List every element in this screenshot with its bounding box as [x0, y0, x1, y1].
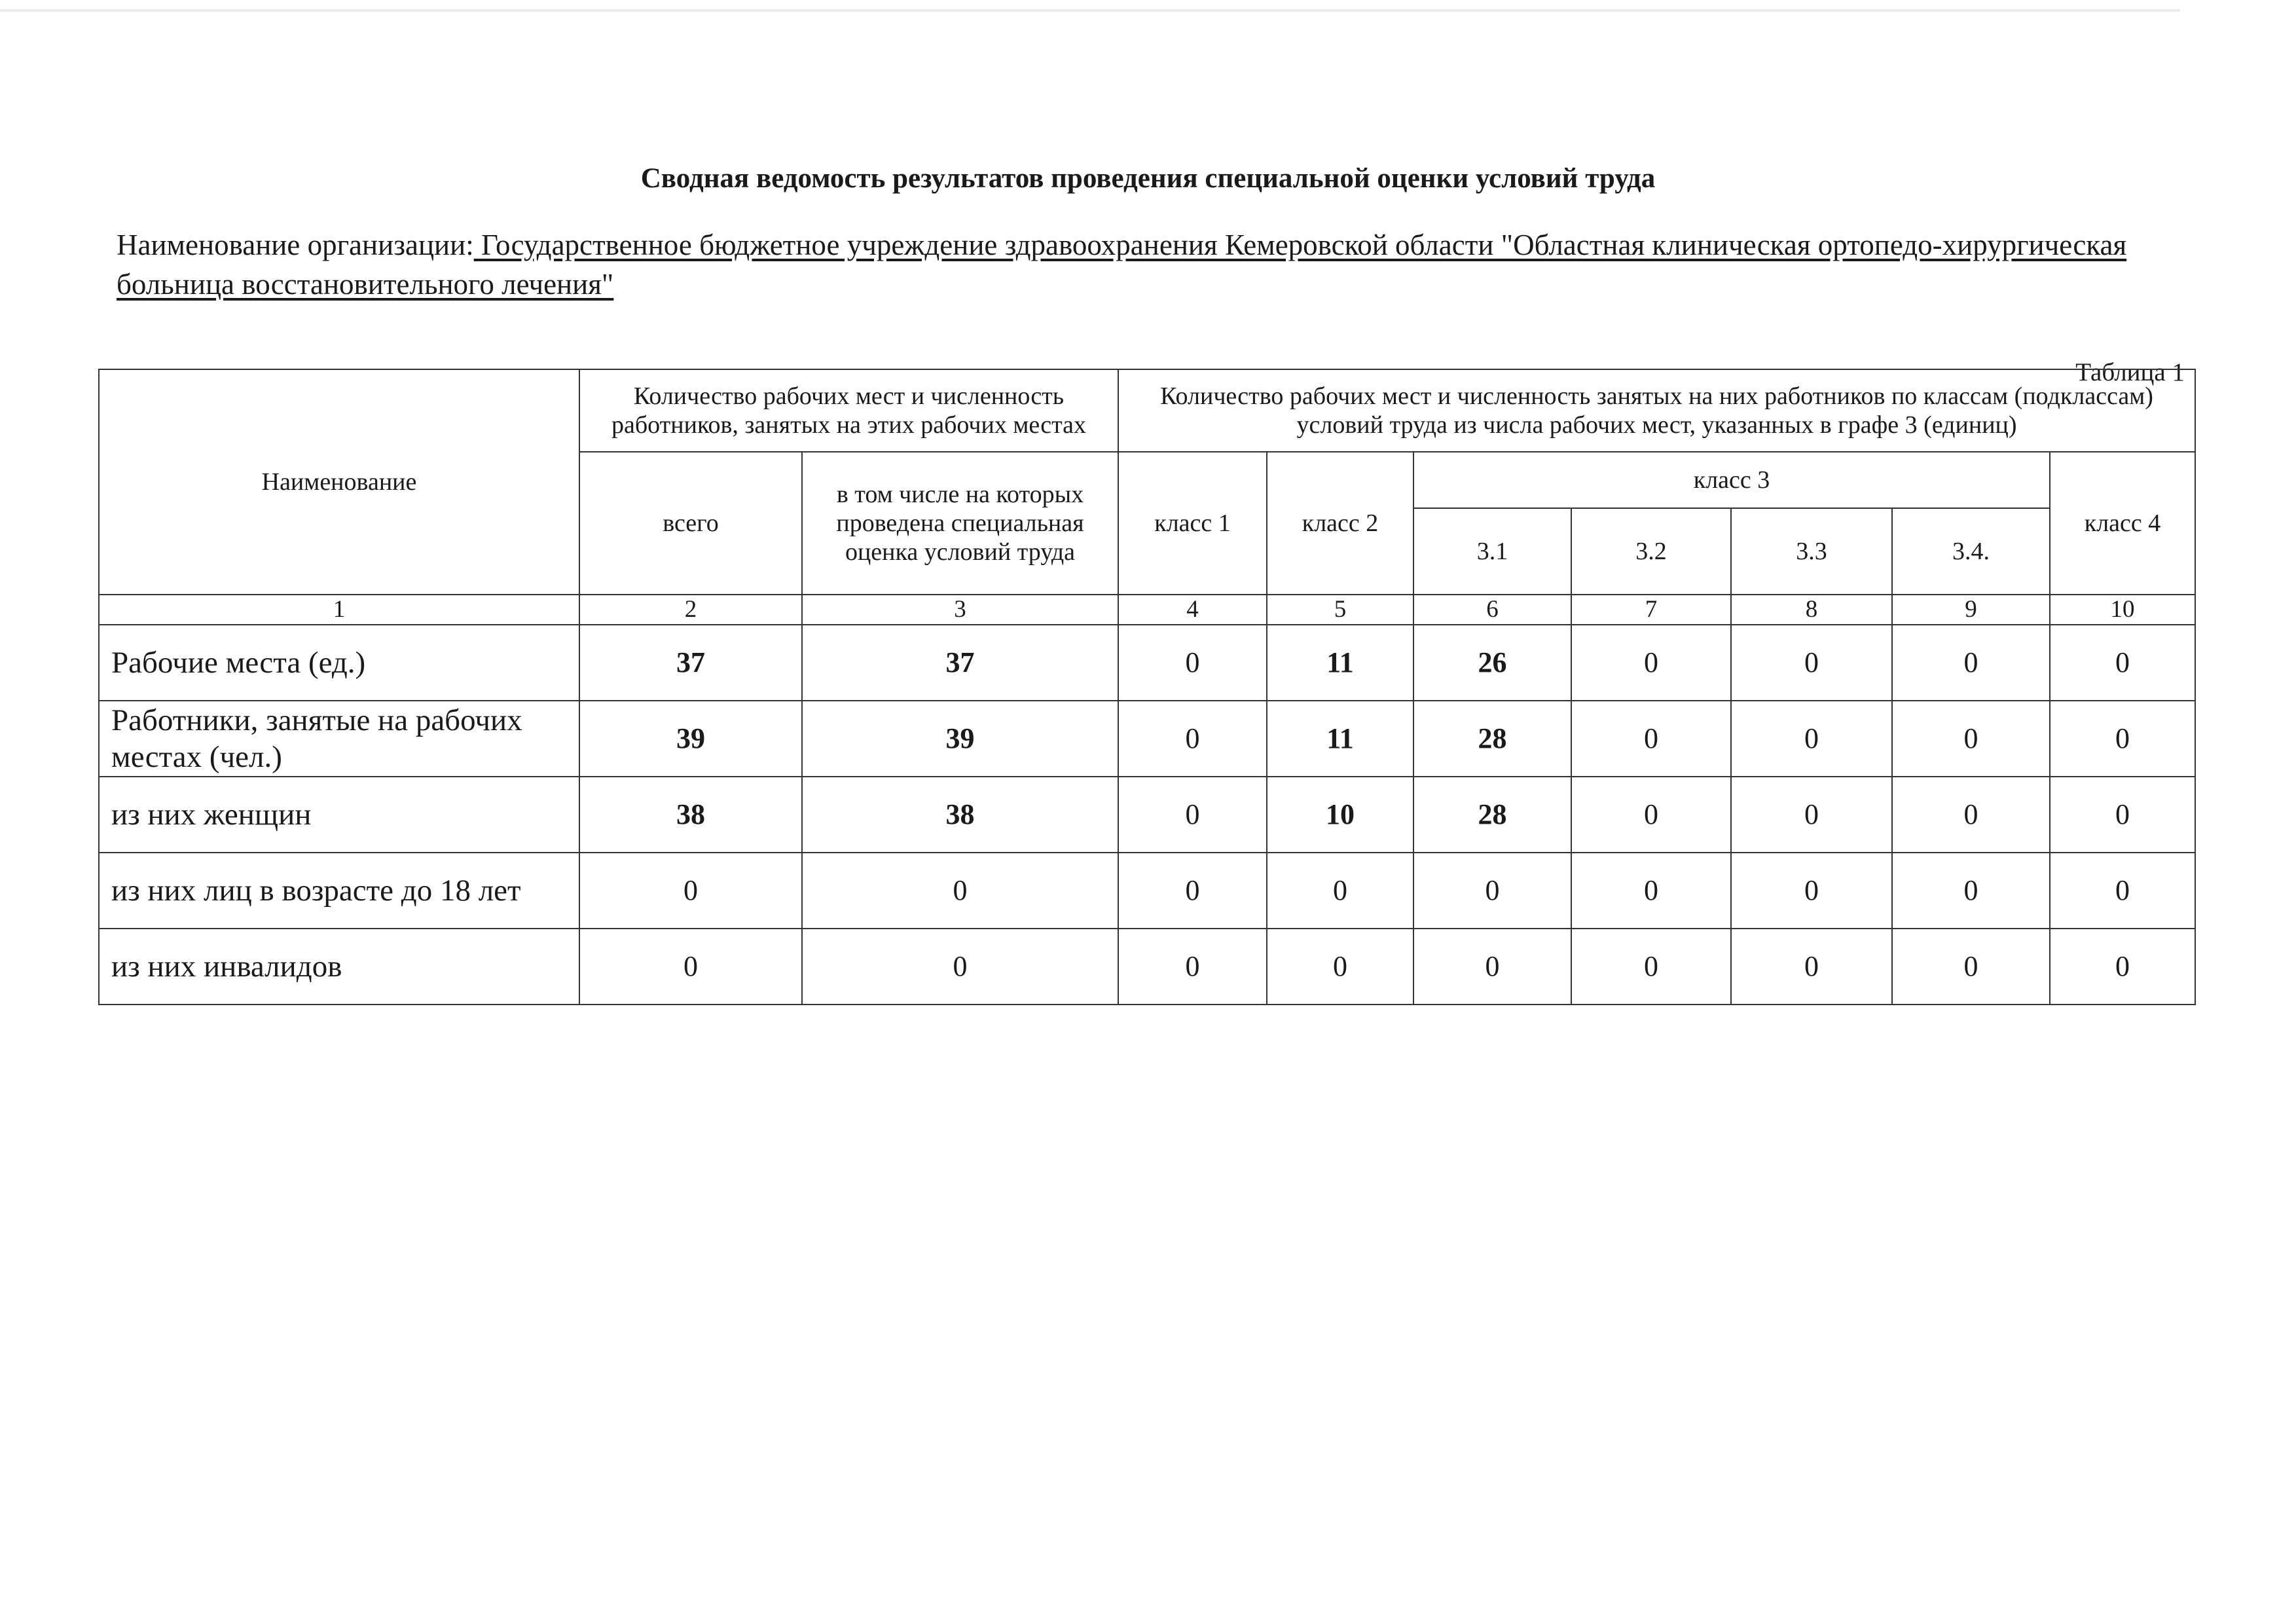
cell-class-4: 0 — [2050, 625, 2195, 701]
cell-class-4: 0 — [2050, 777, 2195, 853]
column-number: 5 — [1267, 595, 1413, 625]
header-assessed: в том числе на которых проведена специальная оценка условий труда — [802, 452, 1118, 595]
cell-class-2: 11 — [1267, 625, 1413, 701]
header-sub-3-3: 3.3 — [1731, 508, 1892, 595]
cell-assessed: 0 — [802, 853, 1118, 929]
cell-class-3-4: 0 — [1892, 929, 2050, 1005]
cell-class-1: 0 — [1118, 625, 1267, 701]
cell-class-3-1: 26 — [1413, 625, 1571, 701]
row-name: из них инвалидов — [99, 929, 579, 1005]
column-number: 7 — [1571, 595, 1731, 625]
cell-class-3-4: 0 — [1892, 701, 2050, 777]
column-number: 9 — [1892, 595, 2050, 625]
table-row — [99, 777, 2195, 853]
cell-class-3-1: 0 — [1413, 929, 1571, 1005]
column-number: 10 — [2050, 595, 2195, 625]
cell-class-3-4: 0 — [1892, 853, 2050, 929]
cell-class-3-4: 0 — [1892, 625, 2050, 701]
table-row — [99, 701, 2195, 777]
table-row — [99, 625, 2195, 701]
organization-name: Государственное бюджетное учреждение здравоохранения Кемеровской области "Областная клиническая ортопедо-хирургическая больница восстановительного лечения" — [117, 229, 2127, 301]
cell-class-1: 0 — [1118, 777, 1267, 853]
header-class-2: класс 2 — [1267, 452, 1413, 595]
column-number: 6 — [1413, 595, 1571, 625]
column-number: 2 — [579, 595, 802, 625]
header-row-1 — [99, 369, 2195, 452]
column-number: 3 — [802, 595, 1118, 625]
header-name: Наименование — [99, 369, 579, 595]
cell-total: 37 — [579, 625, 802, 701]
cell-class-1: 0 — [1118, 701, 1267, 777]
cell-class-3-2: 0 — [1571, 777, 1731, 853]
table-row — [99, 929, 2195, 1005]
table-label: Таблица 1 — [2075, 358, 2185, 386]
cell-class-3-2: 0 — [1571, 853, 1731, 929]
cell-total: 39 — [579, 701, 802, 777]
cell-class-3-4: 0 — [1892, 777, 2050, 853]
cell-class-4: 0 — [2050, 929, 2195, 1005]
cell-class-3-2: 0 — [1571, 625, 1731, 701]
cell-total: 0 — [579, 929, 802, 1005]
header-group-workplaces: Количество рабочих мест и численность работников, занятых на этих рабочих местах — [579, 369, 1118, 452]
document-title: Сводная ведомость результатов проведения специальной оценки условий труда — [640, 163, 1656, 194]
header-sub-3-4: 3.4. — [1892, 508, 2050, 595]
scan-edge-shadow — [0, 9, 2180, 12]
column-number: 4 — [1118, 595, 1267, 625]
organization-line — [117, 225, 2179, 304]
header-class-1: класс 1 — [1118, 452, 1267, 595]
cell-class-3-3: 0 — [1731, 625, 1892, 701]
header-class-3: класс 3 — [1413, 452, 2050, 508]
cell-class-3-3: 0 — [1731, 929, 1892, 1005]
cell-class-3-3: 0 — [1731, 777, 1892, 853]
cell-assessed: 38 — [802, 777, 1118, 853]
cell-class-3-2: 0 — [1571, 701, 1731, 777]
organization-label: Наименование организации: — [117, 229, 474, 261]
row-name: Работники, занятые на рабочих местах (чел.) — [99, 701, 579, 777]
cell-assessed: 39 — [802, 701, 1118, 777]
cell-class-1: 0 — [1118, 853, 1267, 929]
summary-table — [98, 369, 2196, 1005]
cell-class-2: 0 — [1267, 929, 1413, 1005]
header-group-classes: Количество рабочих мест и численность занятых на них работников по классам (подклассам) условий труда из числа рабочих мест, указанных в графе 3 (единиц) — [1118, 369, 2195, 452]
cell-class-3-3: 0 — [1731, 853, 1892, 929]
column-number: 8 — [1731, 595, 1892, 625]
row-name: из них женщин — [99, 777, 579, 853]
cell-class-2: 0 — [1267, 853, 1413, 929]
header-total: всего — [579, 452, 802, 595]
header-class-4: класс 4 — [2050, 452, 2195, 595]
cell-class-3-1: 28 — [1413, 701, 1571, 777]
cell-class-1: 0 — [1118, 929, 1267, 1005]
column-number-row — [99, 595, 2195, 625]
cell-class-4: 0 — [2050, 701, 2195, 777]
row-name: Рабочие места (ед.) — [99, 625, 579, 701]
cell-class-3-2: 0 — [1571, 929, 1731, 1005]
cell-class-2: 11 — [1267, 701, 1413, 777]
column-number: 1 — [99, 595, 579, 625]
cell-class-4: 0 — [2050, 853, 2195, 929]
cell-class-2: 10 — [1267, 777, 1413, 853]
table-row — [99, 853, 2195, 929]
header-sub-3-2: 3.2 — [1571, 508, 1731, 595]
cell-total: 0 — [579, 853, 802, 929]
row-name: из них лиц в возрасте до 18 лет — [99, 853, 579, 929]
cell-assessed: 37 — [802, 625, 1118, 701]
cell-assessed: 0 — [802, 929, 1118, 1005]
cell-class-3-1: 0 — [1413, 853, 1571, 929]
cell-class-3-1: 28 — [1413, 777, 1571, 853]
cell-class-3-3: 0 — [1731, 701, 1892, 777]
cell-total: 38 — [579, 777, 802, 853]
header-sub-3-1: 3.1 — [1413, 508, 1571, 595]
